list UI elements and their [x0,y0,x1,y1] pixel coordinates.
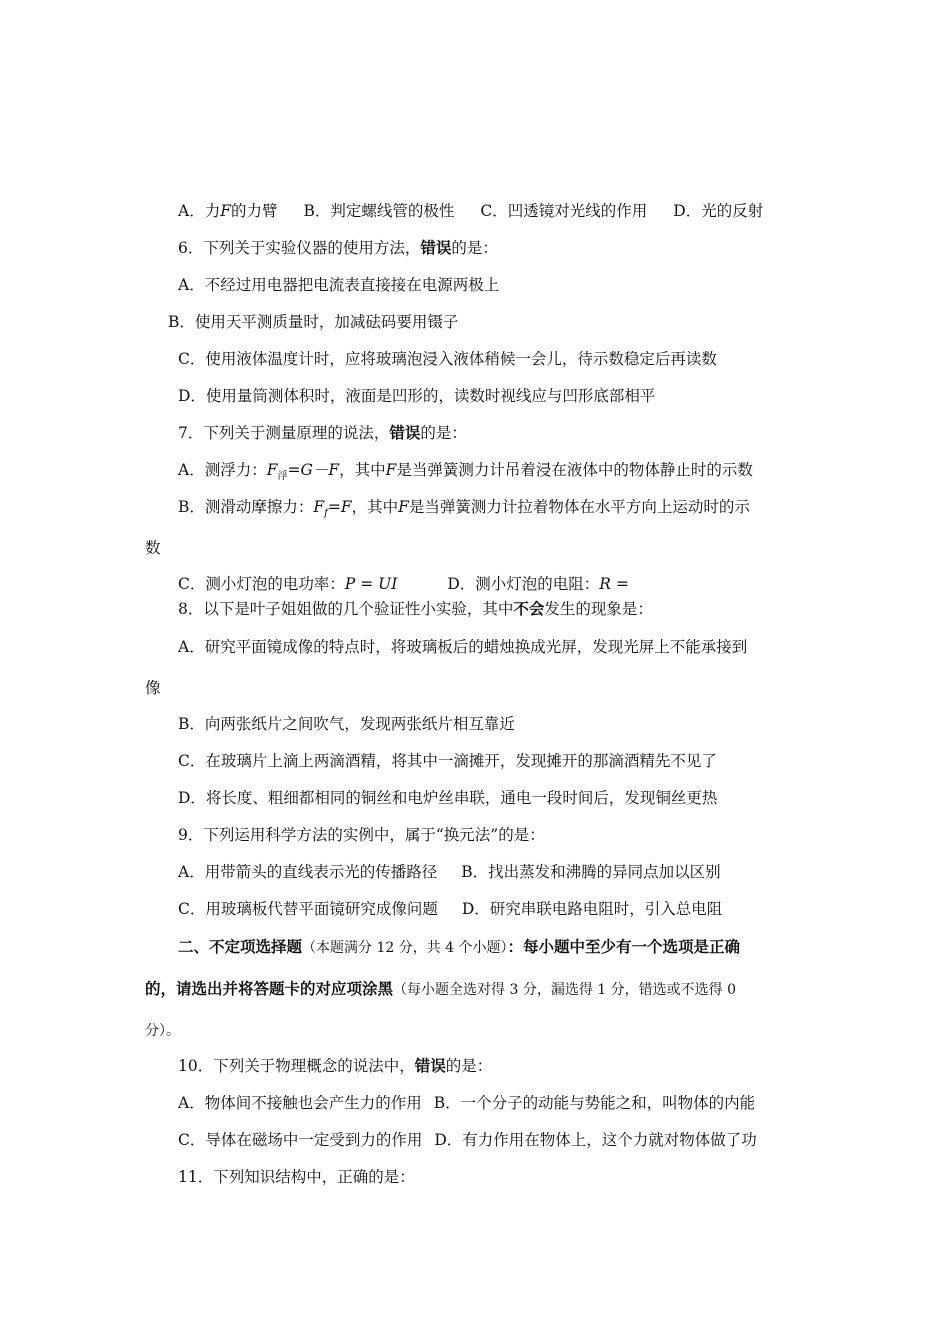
q8-emphasis: 不会 [513,600,545,618]
q10-option-d[interactable]: D．有力作用在物体上，这个力就对物体做了功 [434,1131,757,1149]
q5-options-row [178,201,763,221]
q8-option-a[interactable]: A．研究平面镜成像的特点时，将玻璃板后的蜡烛换成光屏，发现光屏上不能承接到 [178,638,748,656]
q10-options-ab-row [178,1093,755,1113]
q9-option-c[interactable]: C．用玻璃板代替平面镜研究成像问题 [178,900,438,918]
q7-stem: 7．下列关于测量原理的说法，错误的是： [178,424,467,442]
section2-header-line1: 二、不定项选择题（本题满分 12 分，共 4 个小题）：每小题中至少有一个选项是正确 [178,938,741,956]
q6-option-a[interactable]: A．不经过用电器把电流表直接接在电源两极上 [178,276,500,294]
q11-stem: 11．下列知识结构中，正确的是： [178,1168,415,1186]
q7-options-cd-row [178,574,629,594]
q10-option-b[interactable]: B．一个分子的动能与势能之和，叫物体的内能 [433,1094,756,1112]
q5-option-a[interactable]: A．力F的力臂 [178,202,278,220]
q6-option-b[interactable]: B．使用天平测质量时，加减砝码要用镊子 [168,313,459,331]
q7-option-d[interactable]: D．测小灯泡的电阻：R = [447,575,629,593]
q9-option-b[interactable]: B．找出蒸发和沸腾的异同点加以区别 [461,863,721,881]
q8-option-c[interactable]: C．在玻璃片上滴上两滴酒精，将其中一滴摊开，发现摊开的那滴酒精先不见了 [178,752,717,770]
q8-option-d[interactable]: D．将长度、粗细都相同的铜丝和电炉丝串联，通电一段时间后，发现铜丝更热 [178,789,718,807]
q7-option-a[interactable]: A．测浮力：$F_浮=G-F$，其中F是当弹簧测力计吊着浸在液体中的物体静止时的示数 [178,461,753,483]
q7-option-b-continued: 数 [145,539,161,557]
q8-option-a-continued: 像 [145,679,161,697]
q7-option-c[interactable]: C．测小灯泡的电功率：P = UI [178,575,398,593]
q10-options-cd-row [178,1130,757,1150]
q6-stem: 6．下列关于实验仪器的使用方法，错误的是： [178,239,498,257]
q9-options-ab-row [178,862,721,882]
q9-option-d[interactable]: D．研究串联电路电阻时，引入总电阻 [461,900,723,918]
q6-emphasis: 错误 [420,239,452,257]
q10-emphasis: 错误 [414,1057,446,1075]
q7-option-b[interactable]: B．测滑动摩擦力：$F_f=F$，其中F是当弹簧测力计拉着物体在水平方向上运动时的示 [178,498,750,520]
q10-option-a[interactable]: A．物体间不接触也会产生力的作用 [178,1094,422,1112]
q10-stem: 10．下列关于物理概念的说法中，错误的是： [178,1057,493,1075]
q5-option-b[interactable]: B．判定螺线管的极性 [303,202,455,220]
q5-option-d[interactable]: D．光的反射 [673,202,764,220]
q10-option-c[interactable]: C．导体在磁场中一定受到力的作用 [178,1131,423,1149]
q8-option-b[interactable]: B．向两张纸片之间吹气，发现两张纸片相互靠近 [178,715,515,733]
q7-emphasis: 错误 [389,424,421,442]
q9-option-a[interactable]: A．用带箭头的直线表示光的传播路径 [178,863,438,881]
q5-option-c[interactable]: C．凹透镜对光线的作用 [480,202,648,220]
section2-title: 二、不定项选择题 [178,938,303,956]
q9-stem: 9．下列运用科学方法的实例中，属于“换元法”的是： [178,826,545,844]
section2-header-line2: 的，请选出并将答题卡的对应项涂黑（每小题全选对得 3 分，漏选得 1 分，错选或不选得 0 [145,980,736,998]
section2-header-line3: 分）。 [145,1023,180,1039]
q6-option-c[interactable]: C．使用液体温度计时，应将玻璃泡浸入液体稍候一会儿，待示数稳定后再读数 [178,350,717,368]
q9-options-cd-row [178,899,722,919]
q6-option-d[interactable]: D．使用量筒测体积时，液面是凹形的，读数时视线应与凹形底部相平 [178,387,656,405]
q8-stem: 8．以下是叶子姐姐做的几个验证性小实验，其中不会发生的现象是： [178,600,653,618]
